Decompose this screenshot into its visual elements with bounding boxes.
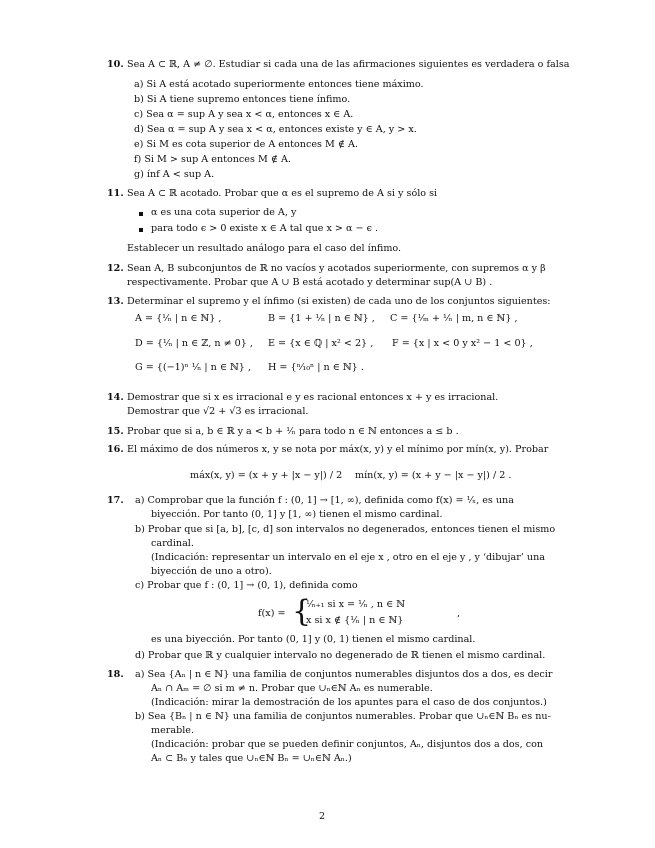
set-d: D = {¹⁄ₙ | n ∈ ℤ, n ≠ 0} ,	[135, 338, 253, 349]
piecewise-case-1: ¹⁄ₙ₊₁ si x = ¹⁄ₙ , n ∈ ℕ	[306, 599, 406, 610]
problem-14-number: 14.	[107, 392, 124, 403]
problem-11-bullet-2: para todo ϵ > 0 existe x ∈ A tal que x > α − ϵ .	[151, 223, 379, 234]
problem-18-a-line-2: Aₙ ∩ Aₘ = ∅ si m ≠ n. Probar que ∪ₙ∈ℕ Aₙ es numerable.	[151, 683, 433, 694]
page-number: 2	[318, 811, 326, 822]
problem-10-item-c: c) Sea α = sup A y sea x < α, entonces x ∈ A.	[134, 109, 354, 120]
problem-10-item-a: a) Si A está acotado superiormente entonces tiene máximo.	[134, 79, 424, 90]
problem-14-line-1: Demostrar que si x es irracional e y es racional entonces x + y es irracional.	[127, 392, 499, 403]
set-f: F = {x | x < 0 y x² − 1 < 0} ,	[392, 338, 533, 349]
problem-13-number: 13.	[107, 296, 124, 307]
set-g: G = {(−1)ⁿ ¹⁄ₙ | n ∈ ℕ} ,	[135, 362, 252, 373]
problem-16-line-1: El máximo de dos números x, y se nota por máx(x, y) y el mínimo por mín(x, y). Probar	[127, 444, 549, 455]
problem-10-number: 10.	[107, 59, 124, 70]
piecewise-brace: {	[292, 594, 312, 629]
problem-13-intro: Determinar el supremo y el ínfimo (si existen) de cada uno de los conjuntos siguientes:	[127, 296, 551, 307]
problem-10-item-d: d) Sea α = sup A y sea x < α, entonces existe y ∈ A, y > x.	[134, 124, 417, 135]
problem-16-number: 16.	[107, 444, 124, 455]
problem-11-closing: Establecer un resultado análogo para el caso del ínfimo.	[127, 243, 402, 254]
problem-12-line-1: Sean A, B subconjuntos de ℝ no vacíos y acotados superiormente, con supremos α y β	[127, 263, 546, 274]
set-e: E = {x ∈ ℚ | x² < 2} ,	[268, 338, 374, 349]
problem-18-b-line-4: Aₙ ⊂ Bₙ y tales que ∪ₙ∈ℕ Bₙ = ∪ₙ∈ℕ Aₙ.)	[151, 753, 352, 764]
bullet-marker	[139, 212, 143, 216]
problem-17-c-line-1: c) Probar que f : (0, 1] → (0, 1), definida como	[135, 580, 358, 591]
set-a: A = {¹⁄ₙ | n ∈ ℕ} ,	[135, 313, 222, 324]
problem-17-number: 17.	[107, 495, 124, 506]
problem-11-bullet-1: α es una cota superior de A, y	[151, 207, 297, 218]
problem-17-a-line-1: a) Comprobar que la función f : (0, 1] → [1, ∞), definida como f(x) = ¹⁄ₓ, es una	[135, 495, 514, 506]
problem-17-c-line-2: es una biyección. Por tanto (0, 1] y (0, 1) tienen el mismo cardinal.	[151, 634, 476, 645]
problem-14-line-2: Demostrar que √2 + √3 es irracional.	[127, 406, 309, 417]
problem-12-line-2: respectivamente. Probar que A ∪ B está acotado y determinar sup(A ∪ B) .	[127, 277, 493, 288]
problem-10-intro: Sea A ⊂ ℝ, A ≠ ∅. Estudiar si cada una de las afirmaciones siguientes es verdadera o falsa	[127, 59, 570, 70]
bullet-marker	[139, 228, 143, 232]
problem-10-item-g: g) ínf A < sup A.	[134, 169, 215, 180]
problem-17-a-line-2: biyección. Por tanto (0, 1] y [1, ∞) tienen el mismo cardinal.	[151, 509, 443, 520]
piecewise-label: f(x) =	[258, 608, 286, 619]
problem-18-b-line-1: b) Sea {Bₙ | n ∈ ℕ} una familia de conjuntos numerables. Probar que ∪ₙ∈ℕ Bₙ es nu-	[135, 711, 551, 722]
problem-11-number: 11.	[107, 188, 124, 199]
problem-18-a-line-1: a) Sea {Aₙ | n ∈ ℕ} una familia de conjuntos numerables disjuntos dos a dos, es decir	[135, 669, 553, 680]
formula-max: máx(x, y) = (x + y + |x − y|) / 2	[190, 470, 343, 481]
problem-17-b-line-2: cardinal.	[151, 538, 194, 549]
problem-18-b-line-2: merable.	[151, 725, 195, 736]
problem-15-line-1: Probar que si a, b ∈ ℝ y a < b + ¹⁄ₙ para todo n ∈ ℕ entonces a ≤ b .	[127, 426, 459, 437]
problem-17-b-line-1: b) Probar que si [a, b], [c, d] son intervalos no degenerados, entonces tienen el mismo	[135, 524, 556, 535]
problem-17-d-line-1: d) Probar que ℝ y cualquier intervalo no degenerado de ℝ tienen el mismo cardinal.	[135, 650, 546, 661]
problem-10-item-f: f) Si M > sup A entonces M ∉ A.	[134, 154, 291, 165]
problem-15-number: 15.	[107, 426, 124, 437]
set-b: B = {1 + ¹⁄ₙ | n ∈ ℕ} ,	[268, 313, 375, 324]
problem-18-b-line-3: (Indicación: probar que se pueden definir conjuntos, Aₙ, disjuntos dos a dos, con	[151, 739, 544, 750]
problem-17-b-line-3: (Indicación: representar un intervalo en el eje x , otro en el eje y , y ‘dibujar’ una	[151, 552, 545, 563]
problem-17-b-line-4: biyección de uno a otro).	[151, 566, 272, 577]
set-h: H = {ⁿ⁄₁₀ⁿ | n ∈ ℕ} .	[268, 362, 364, 373]
formula-min: mín(x, y) = (x + y − |x − y|) / 2 .	[355, 470, 512, 481]
problem-11-intro: Sea A ⊂ ℝ acotado. Probar que α es el supremo de A si y sólo si	[127, 188, 438, 199]
problem-18-number: 18.	[107, 669, 124, 680]
problem-18-a-line-3: (Indicación: mirar la demostración de los apuntes para el caso de dos conjuntos.)	[151, 697, 547, 708]
problem-10-item-b: b) Si A tiene supremo entonces tiene ínfimo.	[134, 94, 351, 105]
problem-10-item-e: e) Si M es cota superior de A entonces M ∉ A.	[134, 139, 358, 150]
piecewise-comma: ,	[457, 608, 461, 619]
problem-12-number: 12.	[107, 263, 124, 274]
piecewise-case-2: x si x ∉ {¹⁄ₙ | n ∈ ℕ}	[306, 615, 404, 626]
set-c: C = {¹⁄ₘ + ¹⁄ₙ | m, n ∈ ℕ} ,	[390, 313, 518, 324]
